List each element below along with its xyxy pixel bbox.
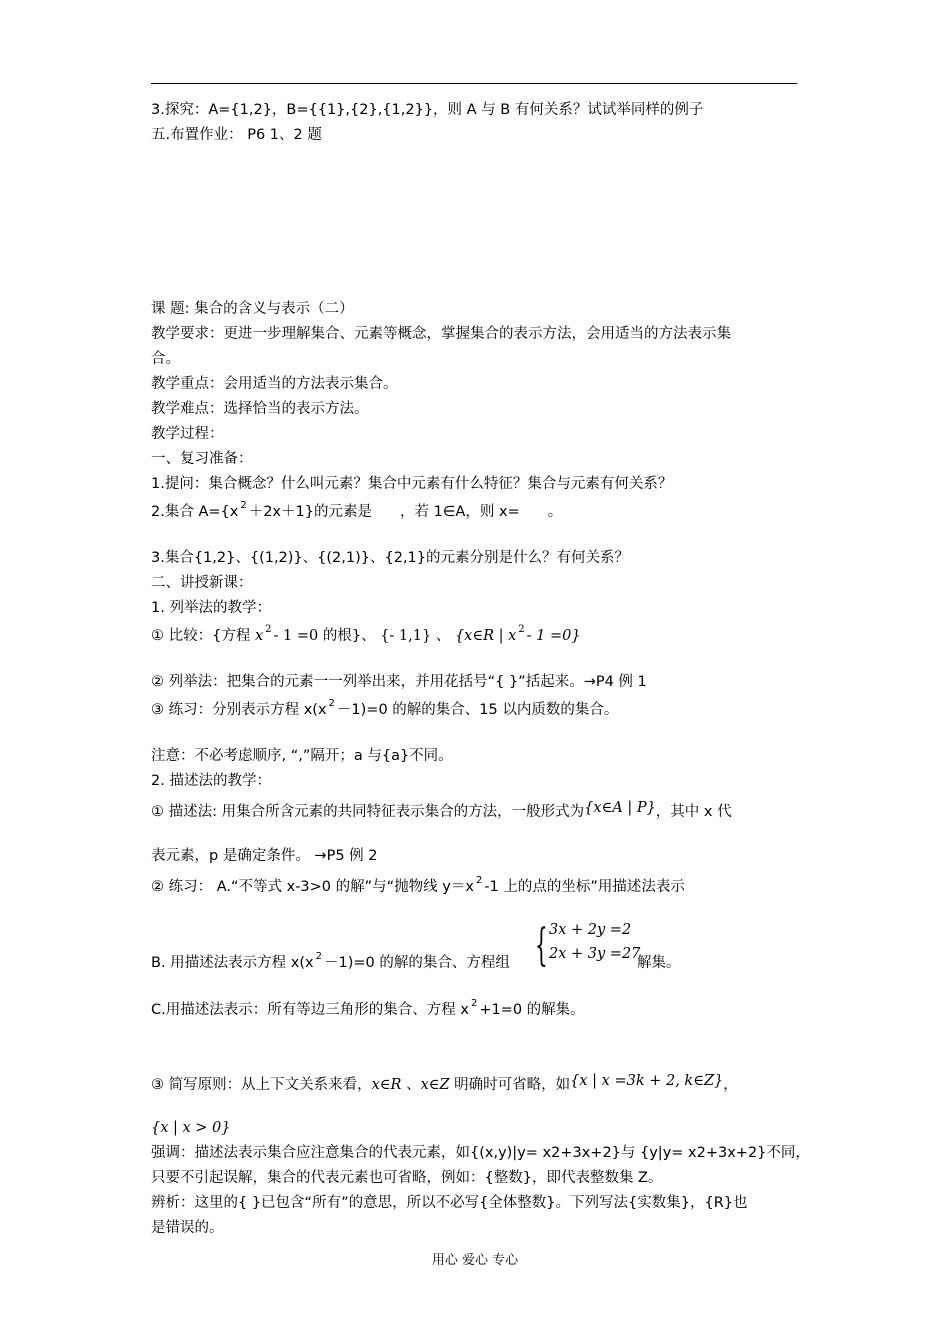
practice-a-text-b: -1 上的点的坐标”用描述法表示 — [484, 879, 685, 895]
compare-text-c: 、 — [435, 628, 451, 644]
practice-c — [151, 1000, 585, 1022]
description-method-line — [151, 802, 732, 822]
practice-a-sup: 2 — [475, 875, 483, 886]
system-eq-2: 2x + 3y =27 — [549, 946, 641, 962]
teaching-key: 教学重点：会用适当的方法表示集合。 — [151, 376, 398, 392]
exercise-line — [151, 700, 618, 722]
compare-text-a: ① 比较：{方程 — [151, 628, 251, 644]
line-explore: 3.探究：A={1,2}，B={{1},{2},{1,2}}，则 A 与 B 有何关系？试试举同样的例子 — [151, 102, 704, 118]
shorthand-b: 、 — [406, 1077, 421, 1093]
section-review: 一、复习准备： — [151, 451, 253, 467]
q2-superscript: 2 — [240, 500, 247, 511]
line-homework: 五.布置作业： P6 1、2 题 — [151, 127, 322, 143]
shorthand-m3: {x | x =3k + 2, k∈Z} — [570, 1073, 724, 1089]
practice-b-text-b: －1)=0 的解的集合、方程组 — [323, 955, 510, 971]
exercise-a: ③ 练习：分别表示方程 x(x — [151, 702, 327, 718]
shorthand-rule — [151, 1075, 738, 1095]
practice-b-suffix: 解集。 — [637, 955, 681, 971]
page-footer: 用心 爱心 专心 — [431, 1253, 519, 1268]
exercise-b: －1)=0 的解的集合、15 以内质数的集合。 — [336, 702, 619, 718]
compare-desc-sup: 2 — [518, 624, 525, 635]
shorthand-example: {x | x > 0} — [151, 1120, 231, 1136]
q2-part-b: ＋2x＋1}的元素是 — [248, 504, 372, 520]
compare-sup: 2 — [265, 624, 272, 635]
question-1: 1.提问：集合概念？什么叫元素？集合中元素有什么特征？集合与元素有何关系？ — [151, 476, 673, 492]
emphasis-line-2: 只要不引起误解，集合的代表元素也可省略，例如：{整数}，即代表整数集 Z。 — [151, 1170, 663, 1186]
q2-part-d: 。 — [547, 504, 563, 520]
practice-a — [151, 877, 685, 899]
analysis-line-1: 辨析：这里的{ }已包含“所有”的意思，所以不必写{全体整数}。下列写法{实数集}，{R}也 — [151, 1195, 748, 1211]
desc-form: {x∈A | P} — [584, 800, 656, 816]
teaching-difficulty: 教学难点：选择恰当的表示方法。 — [151, 401, 369, 417]
desc-text-a: ① 描述法: 用集合所含元素的共同特征表示集合的方法，一般形式为 — [151, 804, 585, 820]
compare-line — [151, 626, 581, 648]
question-3: 3.集合{1,2}、{(1,2)}、{(2,1)}、{2,1}的元素分别是什么？有何关系？ — [151, 550, 630, 566]
compare-text-b: 的根}、 — [322, 628, 376, 644]
note-line: 注意：不必考虑顺序, “,”隔开；a 与{a}不同。 — [151, 748, 453, 764]
header-rule — [151, 83, 797, 84]
equation-system — [535, 920, 641, 972]
teaching-requirement-cont: 合。 — [151, 351, 180, 367]
compare-set: {- 1,1} — [380, 628, 432, 644]
shorthand-a: ③ 简写原则：从上下文关系来看， — [151, 1077, 372, 1093]
compare-desc: {x∈R | x — [454, 628, 517, 644]
practice-b-text: B. 用描述法表示方程 x(x — [151, 955, 314, 971]
system-eq-1: 3x + 2y =2 — [549, 922, 632, 938]
teaching-process: 教学过程： — [151, 426, 224, 442]
system-brace: { — [535, 920, 548, 971]
practice-c-sup: 2 — [470, 998, 478, 1009]
exercise-sup: 2 — [328, 698, 335, 709]
shorthand-c: 明确时可省略，如 — [454, 1077, 571, 1093]
q2-part-a: 2.集合 A={x — [151, 504, 239, 520]
compare-eq: - 1 =0 — [273, 628, 319, 644]
method-2-title: 2. 描述法的教学： — [151, 773, 271, 789]
practice-a-text: ② 练习： A.“不等式 x-3>0 的解”与“抛物线 y＝x — [151, 879, 474, 895]
shorthand-d: ， — [723, 1077, 738, 1093]
practice-b-sup: 2 — [315, 951, 322, 962]
shorthand-m1: x∈R — [371, 1077, 402, 1093]
compare-x: x — [254, 628, 264, 644]
compare-desc-b: - 1 =0} — [526, 628, 581, 644]
practice-b — [151, 953, 510, 975]
shorthand-m2: x∈Z — [420, 1077, 450, 1093]
practice-c-text-b: +1=0 的解集。 — [479, 1002, 585, 1018]
section-new-lesson: 二、讲授新课： — [151, 575, 253, 591]
description-method-cont: 表元素，p 是确定条件。 →P5 例 2 — [151, 848, 378, 864]
question-2 — [151, 502, 562, 524]
lesson-title: 课 题: 集合的含义与表示（二） — [151, 301, 354, 317]
teaching-requirement: 教学要求：更进一步理解集合、元素等概念，掌握集合的表示方法，会用适当的方法表示集 — [151, 326, 731, 342]
method-1-title: 1. 列举法的教学： — [151, 600, 271, 616]
desc-text-b: ，其中 x 代 — [655, 804, 732, 820]
emphasis-line-1: 强调：描述法表示集合应注意集合的代表元素，如{(x,y)|y= x2+3x+2}与 {y|y= x2+3x+2}不同， — [151, 1145, 810, 1161]
analysis-line-2: 是错误的。 — [151, 1220, 224, 1236]
q2-part-c: ，若 1∈A，则 x= — [399, 504, 520, 520]
list-method-definition: ② 列举法：把集合的元素一一列举出来，并用花括号“{ }”括起来。→P4 例 1 — [151, 674, 647, 690]
practice-c-text: C.用描述法表示：所有等边三角形的集合、方程 x — [151, 1002, 469, 1018]
